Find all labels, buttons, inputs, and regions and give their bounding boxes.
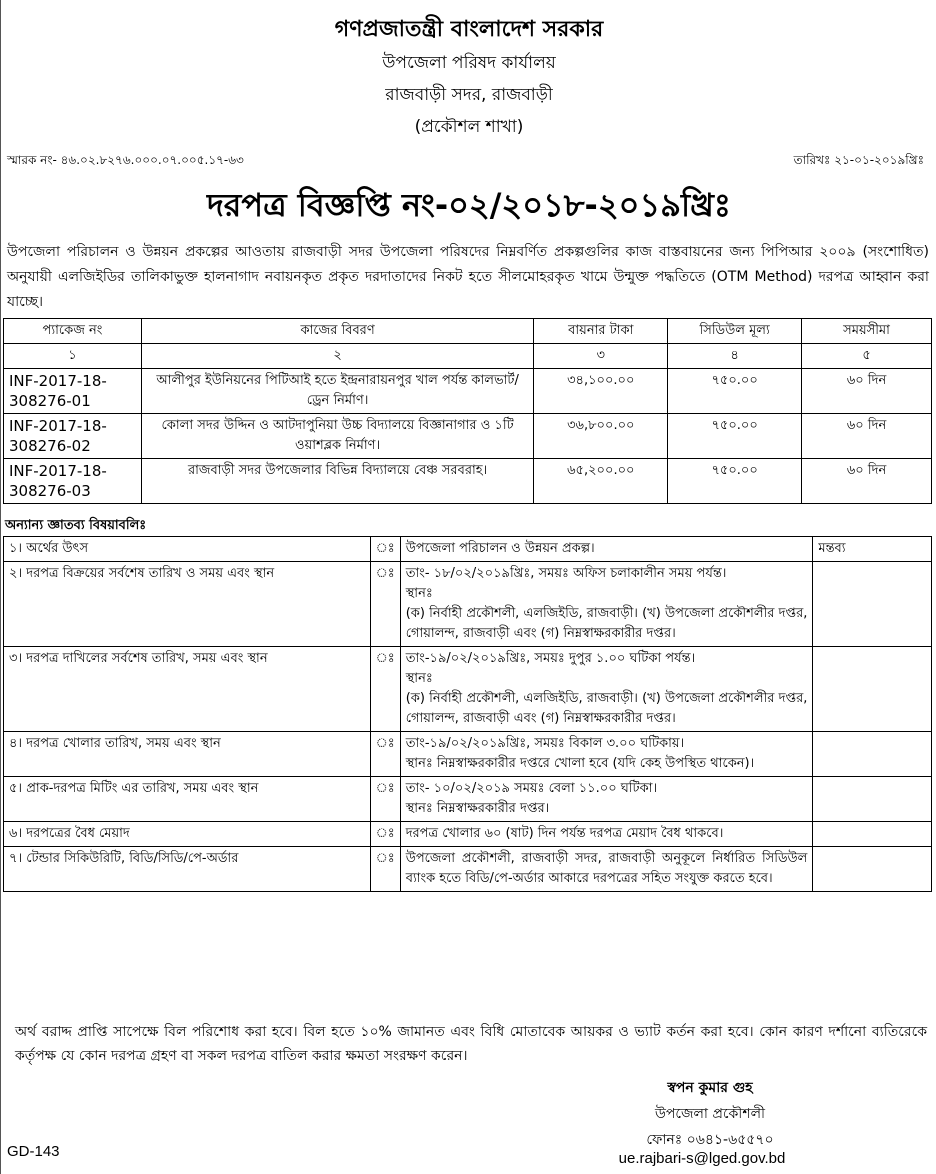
signatory-name: স্বপন কুমার গুহ (667, 1080, 753, 1096)
document-code: GD-143 (7, 1143, 60, 1160)
remarks-cell (813, 562, 932, 647)
signatory-email: ue.rajbari-s@lged.gov.bd (618, 1150, 786, 1167)
info-separator: ঃ (370, 732, 400, 777)
office-name: উপজেলা পরিষদ কার্যালয় (382, 53, 556, 73)
info-table (3, 536, 932, 892)
info-row (4, 822, 932, 847)
remarks-cell (813, 647, 932, 732)
intro-paragraph: উপজেলা পরিচালন ও উন্নয়ন প্রকল্পের আওতায় রাজবাড়ী সদর উপজেলা পরিষদের নিম্নবর্ণিত প্রকল্পগুলির কাজ বাস্তবায়নের জন্য পিপিআর ২০০৯ (সংশোধিত) অনুযায়ী এলজিইডির তালিকাভুক্ত হালনাগাদ নবায়নকৃত প্রকৃত দরদাতাদের নিকট হতে সীলমোহরকৃত খামে উন্মুক্ত পদ্ধতিতে (OTM Method) দরপত্র আহ্বান করা যাচ্ছে। (7, 244, 929, 310)
remarks-cell (813, 777, 932, 822)
info-separator: ঃ (370, 647, 400, 732)
info-place: স্থানঃ নিম্নস্বাক্ষরকারীর দপ্তর। (405, 801, 550, 816)
package-description: আলীপুর ইউনিয়নের পিটিআই হতে ইন্দ্রনারায়নপুর খাল পর্যন্ত কালভার্ট/ড্রেন নির্মাণ। (141, 369, 533, 414)
col-number: ৩ (534, 344, 668, 369)
footnote-paragraph: অর্থ বরাদ্দ প্রাপ্তি সাপেক্ষে বিল পরিশোধ করা হবে। বিল হতে ১০% জামানত এবং বিধি মোতাবেক আয়কর ও ভ্যাট কর্তন করা হবে। কোন কারণ দর্শানো ব্যতিরেকে কর্তৃপক্ষ যে কোন দরপত্র গ্রহণ বা সকল দরপত্র বাতিল করার ক্ষমতা সংরক্ষণ করেন। (15, 1024, 927, 1064)
col-header-time: সময়সীমা (802, 319, 932, 344)
col-header-schedule: সিডিউল মূল্য (668, 319, 802, 344)
notice-date: তারিখঃ ২১-০১-২০১৯খ্রিঃ (793, 153, 924, 167)
package-description: রাজবাড়ী সদর উপজেলার বিভিন্ন বিদ্যালয়ে বেঞ্চ সরবরাহ। (141, 459, 533, 504)
info-value: তাং- ১০/০২/২০১৯ সময়ঃ বেলা ১১.০০ ঘটিকা। (405, 781, 658, 796)
info-place-label: স্থানঃ (405, 586, 433, 601)
info-separator: ঃ (370, 562, 400, 647)
package-time: ৬০ দিন (802, 414, 932, 459)
package-earnest: ৩৬,৮০০.০০ (534, 414, 668, 459)
other-info-heading: অন্যান্য জ্ঞাতব্য বিষয়াবলিঃ (5, 518, 147, 533)
table-row (4, 459, 932, 504)
info-row (4, 537, 932, 562)
package-earnest: ৬৫,২০০.০০ (534, 459, 668, 504)
info-label: ২। দরপত্র বিক্রয়ের সর্বশেষ তারিখ ও সময় এবং স্থান (4, 562, 371, 647)
col-number: ২ (141, 344, 533, 369)
info-row (4, 777, 932, 822)
info-value: তাং- ১৮/০২/২০১৯খ্রিঃ, সময়ঃ অফিস চলাকালীন সময় পর্যন্ত। (405, 566, 727, 581)
remarks-cell (813, 732, 932, 777)
col-header-description: কাজের বিবরণ (141, 319, 533, 344)
info-row (4, 562, 932, 647)
remarks-label: মন্তব্য (813, 537, 932, 562)
signatory-phone: ফোনঃ ০৬৪১-৬৫৫৭০ (646, 1132, 774, 1148)
table-row (4, 414, 932, 459)
remarks-cell (813, 822, 932, 847)
package-schedule: ৭৫০.০০ (668, 459, 802, 504)
info-value-cell (400, 562, 813, 647)
package-time: ৬০ দিন (802, 369, 932, 414)
col-header-earnest: বায়নার টাকা (534, 319, 668, 344)
office-branch: (প্রকৌশল শাখা) (414, 117, 524, 137)
info-row (4, 647, 932, 732)
package-id: INF-2017-18-308276-02 (4, 414, 142, 459)
col-number: ১ (4, 344, 142, 369)
info-value-cell (400, 647, 813, 732)
package-table (3, 318, 932, 504)
col-number: ৪ (668, 344, 802, 369)
table-row (4, 369, 932, 414)
notice-title: দরপত্র বিজ্ঞপ্তি নং-০২/২০১৮-২০১৯খ্রিঃ (206, 186, 731, 224)
info-separator: ঃ (370, 537, 400, 562)
package-id: INF-2017-18-308276-01 (4, 369, 142, 414)
info-separator: ঃ (370, 847, 400, 892)
package-earnest: ৩৪,১০০.০০ (534, 369, 668, 414)
info-value: দরপত্র খোলার ৬০ (ষাট) দিন পর্যন্ত দরপত্র মেয়াদ বৈধ থাকবে। (400, 822, 813, 847)
package-id: INF-2017-18-308276-03 (4, 459, 142, 504)
info-row (4, 847, 932, 892)
info-row (4, 732, 932, 777)
info-label: ৬। দরপত্রের বৈধ মেয়াদ (4, 822, 371, 847)
info-place: স্থানঃ নিম্নস্বাক্ষরকারীর দপ্তরে খোলা হবে (যদি কেহ উপস্থিত থাকেন)। (405, 756, 755, 771)
col-number: ৫ (802, 344, 932, 369)
info-label: ৫। প্রাক-দরপত্র মিটিং এর তারিখ, সময় এবং স্থান (4, 777, 371, 822)
memo-number: স্মারক নং- ৪৬.০২.৮২৭৬.০০০.০৭.০০৫.১৭-৬৩ (7, 153, 244, 167)
package-time: ৬০ দিন (802, 459, 932, 504)
info-place-label: স্থানঃ (405, 671, 433, 686)
info-label: ১। অর্থের উৎস (4, 537, 371, 562)
info-place: (ক) নির্বাহী প্রকৌশলী, এলজিইডি, রাজবাড়ী। (খ) উপজেলা প্রকৌশলীর দপ্তর, গোয়ালন্দ, রাজবাড়ী এবং (গ) নিম্নস্বাক্ষরকারীর দপ্তর। (405, 691, 808, 726)
info-value-cell (400, 732, 813, 777)
info-value: উপজেলা পরিচালন ও উন্নয়ন প্রকল্প। (400, 537, 813, 562)
government-title: গণপ্রজাতন্ত্রী বাংলাদেশ সরকার (334, 17, 604, 42)
info-place: (ক) নির্বাহী প্রকৌশলী, এলজিইডি, রাজবাড়ী। (খ) উপজেলা প্রকৌশলীর দপ্তর, গোয়ালন্দ, রাজবাড়ী এবং (গ) নিম্নস্বাক্ষরকারীর দপ্তর। (405, 606, 808, 641)
info-label: ৭। টেন্ডার সিকিউরিটি, বিডি/সিডি/পে-অর্ডার (4, 847, 371, 892)
package-table-numbers (4, 344, 932, 369)
signatory-designation: উপজেলা প্রকৌশলী (654, 1106, 766, 1122)
col-header-package: প্যাকেজ নং (4, 319, 142, 344)
package-table-header (4, 319, 932, 344)
package-schedule: ৭৫০.০০ (668, 369, 802, 414)
office-location: রাজবাড়ী সদর, রাজবাড়ী (385, 85, 553, 105)
info-value-cell (400, 777, 813, 822)
info-value: উপজেলা প্রকৌশলী, রাজবাড়ী সদর, রাজবাড়ী অনুকূলে নির্ধারিত সিডিউল ব্যাংক হতে বিডি/পে-অর্ডার আকারে দরপত্রের সহিত সংযুক্ত করতে হবে। (400, 847, 813, 892)
info-value: তাং-১৯/০২/২০১৯খ্রিঃ, সময়ঃ বিকাল ৩.০০ ঘটিকায়। (405, 736, 685, 751)
info-label: ৩। দরপত্র দাখিলের সর্বশেষ তারিখ, সময় এবং স্থান (4, 647, 371, 732)
remarks-cell (813, 847, 932, 892)
package-description: কোলা সদর উদ্দিন ও আটদাপুনিয়া উচ্চ বিদ্যালয়ে বিজ্ঞানাগার ও ১টি ওয়াশব্লক নির্মাণ। (141, 414, 533, 459)
info-value: তাং-১৯/০২/২০১৯খ্রিঃ, সময়ঃ দুপুর ১.০০ ঘটিকা পর্যন্ত। (405, 651, 696, 666)
info-label: ৪। দরপত্র খোলার তারিখ, সময় এবং স্থান (4, 732, 371, 777)
info-separator: ঃ (370, 822, 400, 847)
package-schedule: ৭৫০.০০ (668, 414, 802, 459)
info-separator: ঃ (370, 777, 400, 822)
